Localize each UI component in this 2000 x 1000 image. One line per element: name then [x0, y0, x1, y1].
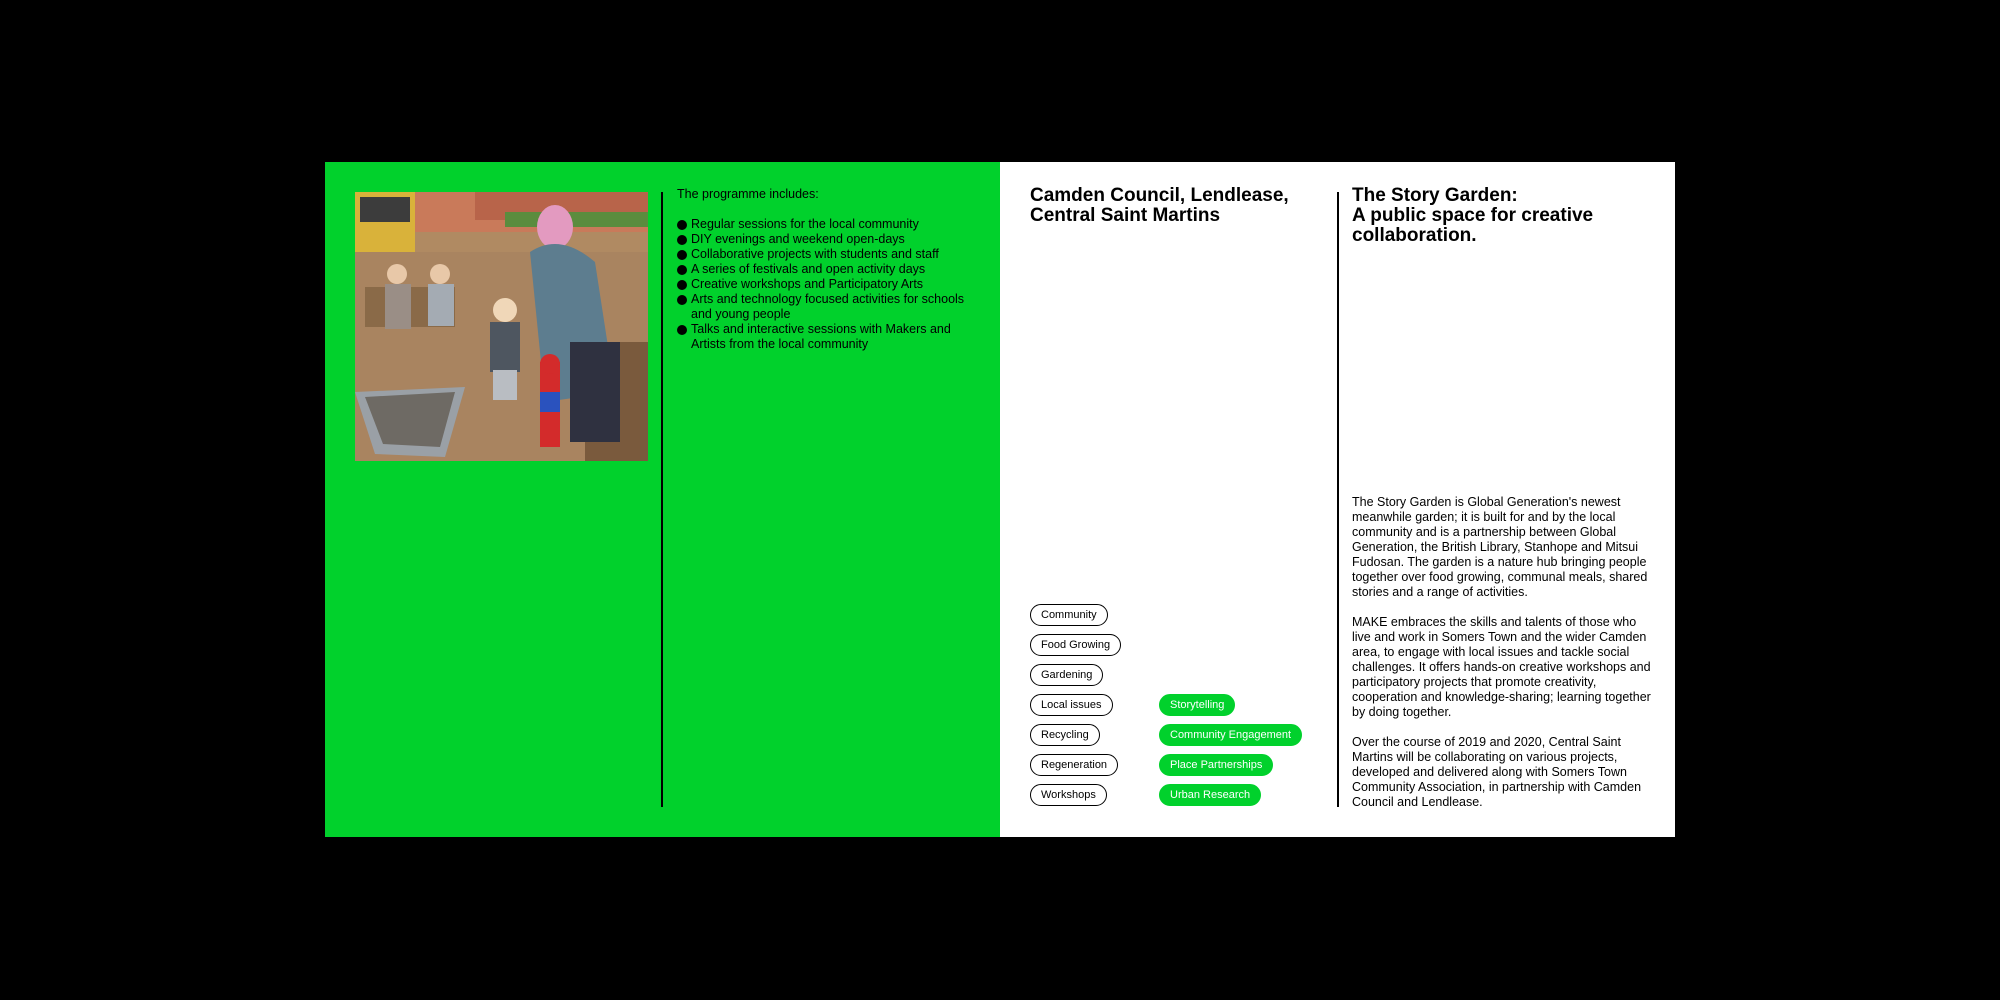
- brochure-spread: [325, 162, 1675, 837]
- programme-items: [677, 217, 977, 352]
- column-divider: [661, 192, 663, 807]
- programme-list: [677, 187, 977, 352]
- bullet-icon: [677, 325, 687, 335]
- bullet-icon: [677, 295, 687, 305]
- list-item: Regular sessions for the local community: [677, 217, 977, 232]
- tag-regeneration[interactable]: Regeneration: [1030, 754, 1118, 776]
- list-item: Collaborative projects with students and staff: [677, 247, 977, 262]
- page-title: The Story Garden: A public space for creative collaboration.: [1352, 185, 1594, 246]
- bullet-icon: [677, 250, 687, 260]
- body-paragraph: The Story Garden is Global Generation's newest meanwhile garden; it is built for and by the local community and is a partnership between Global Generation, the British Library, Stanhope and Mitsui Fudosan. The garden is a nature hub bringing people together over food growing, communal meals, shared stories and a range of activities.: [1352, 495, 1648, 599]
- list-item: Creative workshops and Participatory Arts: [677, 277, 977, 292]
- programme-intro: The programme includes:: [677, 187, 819, 201]
- topic-tags: [1030, 604, 1121, 806]
- tag-recycling[interactable]: Recycling: [1030, 724, 1100, 746]
- green-page: [325, 162, 1000, 837]
- bullet-icon: [677, 235, 687, 245]
- tag-community-engagement[interactable]: Community Engagement: [1159, 724, 1302, 746]
- list-item: Talks and interactive sessions with Makers and Artists from the local community: [677, 322, 977, 352]
- tag-local-issues[interactable]: Local issues: [1030, 694, 1113, 716]
- body-paragraph: MAKE embraces the skills and talents of those who live and work in Somers Town and the wider Camden area, to engage with local issues and tackle social challenges. It offers hands-on creative workshops and participatory projects that promote creativity, cooperation and knowledge-sharing; learning together by doing together.: [1352, 615, 1651, 719]
- tag-storytelling[interactable]: Storytelling: [1159, 694, 1235, 716]
- story-body: [1352, 495, 1652, 825]
- list-item: A series of festivals and open activity days: [677, 262, 977, 277]
- tag-gardening[interactable]: Gardening: [1030, 664, 1103, 686]
- list-item: Arts and technology focused activities for schools and young people: [677, 292, 977, 322]
- garden-photo: [355, 192, 648, 461]
- bullet-icon: [677, 265, 687, 275]
- column-divider: [1337, 192, 1339, 807]
- tag-workshops[interactable]: Workshops: [1030, 784, 1107, 806]
- bullet-icon: [677, 220, 687, 230]
- approach-tags: [1159, 694, 1302, 806]
- tag-place-partnerships[interactable]: Place Partnerships: [1159, 754, 1273, 776]
- body-paragraph: Over the course of 2019 and 2020, Central Saint Martins will be collaborating on various projects, developed and delivered along with Somers Town Community Association, in partnership with Camden Council and Lendlease.: [1352, 735, 1642, 809]
- tag-community[interactable]: Community: [1030, 604, 1108, 626]
- tag-urban-research[interactable]: Urban Research: [1159, 784, 1261, 806]
- partners-heading: Camden Council, Lendlease, Central Saint Martins: [1030, 185, 1289, 226]
- tag-food-growing[interactable]: Food Growing: [1030, 634, 1121, 656]
- list-item: DIY evenings and weekend open-days: [677, 232, 977, 247]
- white-page: [1000, 162, 1675, 837]
- bullet-icon: [677, 280, 687, 290]
